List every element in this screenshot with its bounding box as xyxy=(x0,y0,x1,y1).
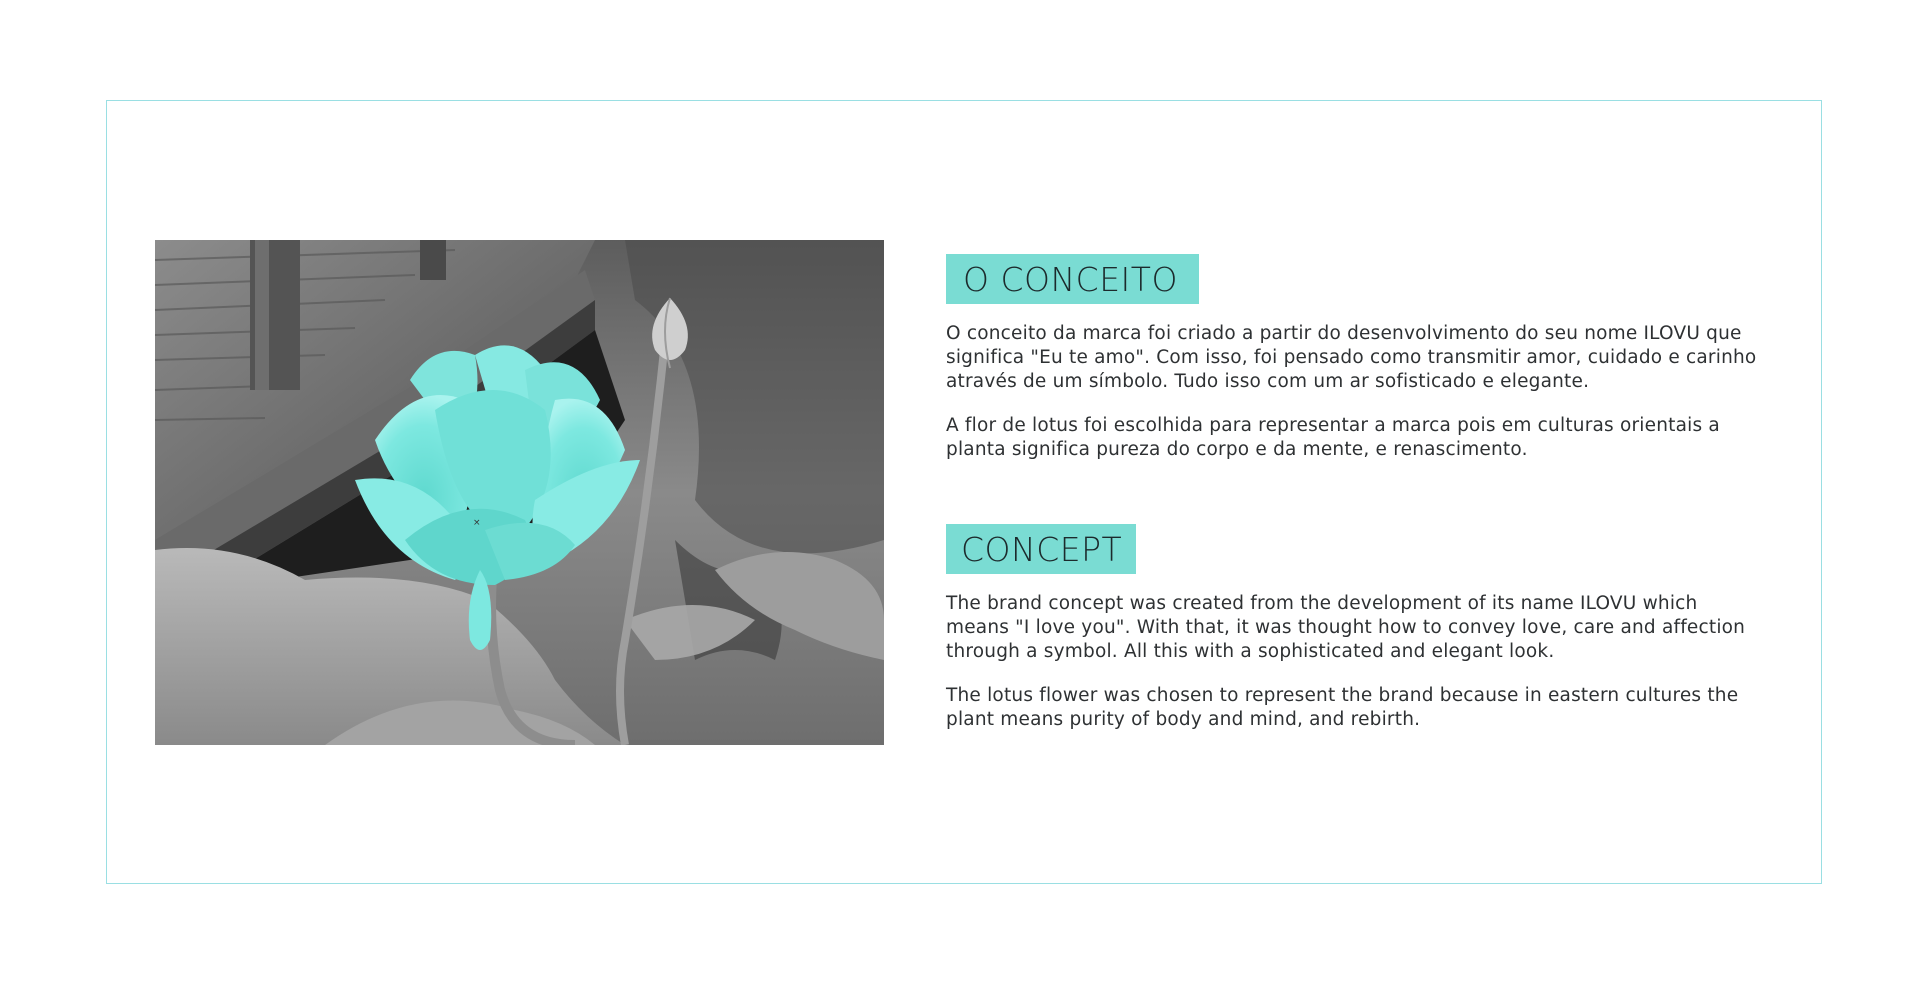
heading-o-conceito: O CONCEITO xyxy=(946,254,1199,304)
svg-text:×: × xyxy=(473,518,481,528)
heading-concept: CONCEPT xyxy=(946,524,1136,574)
paragraph-lotus-en: The lotus flower was chosen to represent the brand because in eastern cultures the plant means purity of body and mind, and rebirth. xyxy=(946,685,1739,730)
paragraph-concept-en: The brand concept was created from the development of its name ILOVU which means "I love you". With that, it was thought how to convey love, care and affection through a symbol. All this with a sophisticated and elegant look. xyxy=(946,593,1746,662)
lotus-flower-photo xyxy=(155,240,884,745)
paragraph-concept-pt: O conceito da marca foi criado a partir do desenvolvimento do seu nome ILOVU que significa "Eu te amo". Com isso, foi pensado como transmitir amor, cuidado e carinho através de um símbolo. Tudo isso com um ar sofisticado e elegante. xyxy=(946,323,1757,392)
paragraph-lotus-pt: A flor de lotus foi escolhida para representar a marca pois em culturas orientais a planta significa pureza do corpo e da mente, e renascimento. xyxy=(946,415,1720,460)
